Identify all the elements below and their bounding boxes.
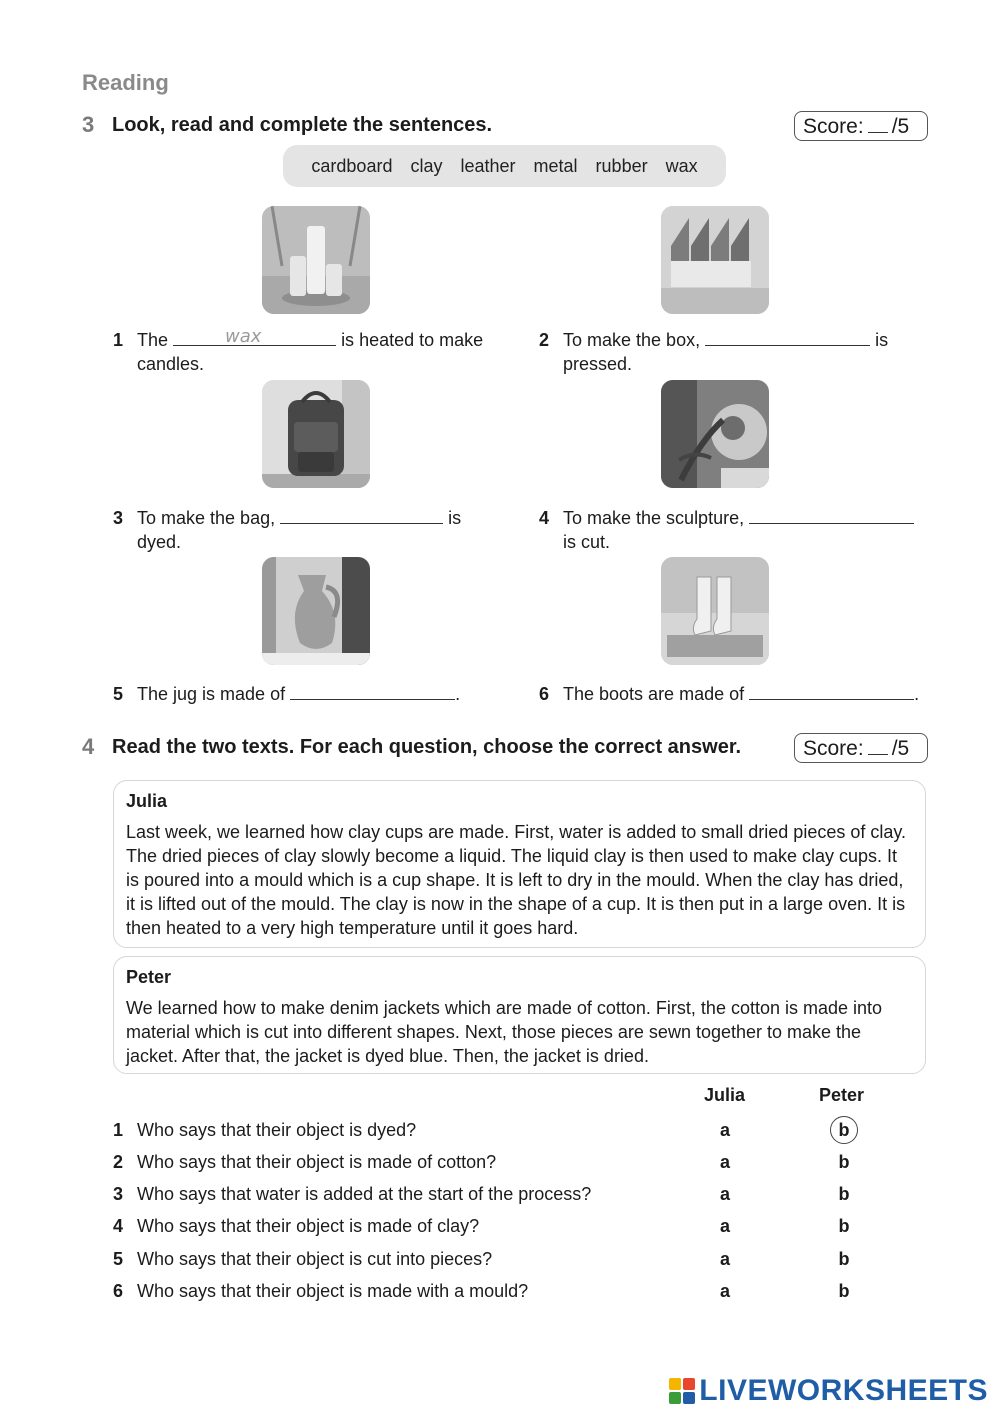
answer-blank-3[interactable] [280, 507, 443, 524]
question-number: 1 [113, 1120, 124, 1140]
rubber-boots-photo-icon [661, 557, 769, 665]
option-a[interactable]: a [719, 1216, 730, 1236]
sentence-text: The [137, 330, 169, 350]
sentence-4 [539, 506, 959, 554]
answer-blank-4[interactable] [749, 507, 914, 524]
column-heading-julia: Julia [704, 1085, 746, 1105]
question-6 [113, 1281, 528, 1302]
logo-square [683, 1378, 695, 1390]
score-total: /5 [891, 737, 910, 760]
word-bank [283, 145, 726, 187]
question-2 [113, 1152, 496, 1173]
text-body: Last week, we learned how clay cups are made. First, water is added to small dried pieces of clay. The dried pieces of clay slowly become a liquid. The liquid clay is then used to make clay cups. It is poured into a mould which is a cup shape. It is left to dry in the mould. When the clay has dried, it is lifted out of the mould. The clay is now in the shape of a cup. It is then put in a large oven. It is then heated to a very high temperature until it goes hard. [126, 822, 907, 938]
question-1 [113, 1120, 416, 1141]
sentence-text: pressed. [563, 354, 633, 374]
score-label: Score: [803, 737, 864, 760]
text-box-julia [113, 780, 926, 948]
sentence-text: To make the box, [563, 330, 701, 350]
sentence-text: To make the sculpture, [563, 508, 745, 528]
sentence-6 [539, 682, 959, 706]
logo-grid-icon [669, 1378, 695, 1404]
sentence-3 [113, 506, 513, 554]
word-bank-item: clay [410, 155, 443, 176]
question-5 [113, 1249, 492, 1270]
text-box-peter [113, 956, 926, 1074]
candles-photo-icon [262, 206, 370, 314]
question-text: Who says that their object is made with a mould? [137, 1281, 529, 1301]
leather-bag-photo-icon [262, 380, 370, 488]
score-blank [868, 114, 888, 133]
sentence-number: 1 [113, 330, 124, 350]
exercise-3-number: 3 [82, 112, 95, 137]
word-bank-item: rubber [595, 155, 648, 176]
section-heading: Reading [82, 70, 169, 95]
sentence-text: The jug is made of [137, 684, 286, 704]
sentence-text: The boots are made of [563, 684, 745, 704]
logo-square [669, 1378, 681, 1390]
question-text: Who says that water is added at the start of the process? [137, 1184, 592, 1204]
answer-blank-6[interactable] [749, 683, 914, 700]
sentence-text: dyed. [137, 532, 182, 552]
word-bank-item: metal [533, 155, 578, 176]
option-a[interactable]: a [719, 1281, 730, 1301]
sentence-number: 6 [539, 684, 550, 704]
text-body: We learned how to make denim jackets which are made of cotton. First, the cotton is made into material which is cut into different shapes. Next, those pieces are sewn together to make the jacket. After that, the jacket is dyed blue. Then, the jacket is dried. [126, 998, 883, 1066]
option-a[interactable]: a [719, 1249, 730, 1269]
text-author: Peter [126, 967, 172, 987]
sentence-text: . [455, 684, 461, 704]
score-total: /5 [891, 115, 910, 138]
question-3 [113, 1184, 591, 1205]
logo-text: LIVEWORKSHEETS [699, 1374, 988, 1407]
answer-blank-1[interactable] [173, 326, 336, 347]
text-author: Julia [126, 791, 168, 811]
sentence-text: To make the bag, [137, 508, 276, 528]
word-bank-item: cardboard [311, 155, 393, 176]
question-number: 4 [113, 1216, 124, 1236]
score-blank [868, 736, 888, 755]
sentence-5 [113, 682, 513, 706]
exercise-4-number: 4 [82, 734, 95, 759]
sentence-number: 2 [539, 330, 550, 350]
cardboard-box-photo-icon [661, 206, 769, 314]
option-b[interactable]: b [838, 1216, 850, 1236]
sentence-1 [113, 328, 513, 376]
option-b-selected[interactable]: b [830, 1116, 858, 1144]
sentence-number: 3 [113, 508, 124, 528]
liveworksheets-logo [669, 1374, 988, 1408]
exercise-3-score-box [794, 111, 928, 141]
sentence-number: 4 [539, 508, 550, 528]
exercise-4-title: Read the two texts. For each question, choose the correct answer. [112, 736, 742, 758]
logo-square [669, 1392, 681, 1404]
question-text: Who says that their object is cut into pieces? [137, 1249, 493, 1269]
score-label: Score: [803, 115, 864, 138]
logo-square [683, 1392, 695, 1404]
question-text: Who says that their object is made of cotton? [137, 1152, 497, 1172]
exercise-4-score-box [794, 733, 928, 763]
sentence-text: is [448, 508, 462, 528]
answer-blank-5[interactable] [290, 683, 455, 700]
clay-jug-photo-icon [262, 557, 370, 665]
option-b[interactable]: b [838, 1152, 850, 1172]
column-heading-peter: Peter [819, 1085, 865, 1105]
sentence-2 [539, 328, 939, 376]
sentence-text: is heated to make [341, 330, 484, 350]
sentence-text: candles. [137, 354, 205, 374]
option-b[interactable]: b [838, 1249, 850, 1269]
sentence-number: 5 [113, 684, 124, 704]
metal-sculpture-photo-icon [661, 380, 769, 488]
exercise-3-title: Look, read and complete the sentences. [112, 114, 493, 136]
sentence-text: is cut. [563, 532, 611, 552]
word-bank-item: wax [665, 155, 698, 176]
option-b[interactable]: b [838, 1281, 850, 1301]
option-a[interactable]: a [719, 1184, 730, 1204]
question-number: 3 [113, 1184, 124, 1204]
sentence-text: is [875, 330, 889, 350]
sentence-text: . [914, 684, 920, 704]
question-number: 5 [113, 1249, 124, 1269]
word-bank-item: leather [460, 155, 516, 176]
option-b[interactable]: b [838, 1184, 850, 1204]
question-text: Who says that their object is made of clay? [137, 1216, 480, 1236]
answer-text: wax [225, 326, 262, 347]
option-a[interactable]: a [719, 1120, 730, 1140]
option-a[interactable]: a [719, 1152, 730, 1172]
question-number: 2 [113, 1152, 124, 1172]
question-number: 6 [113, 1281, 124, 1301]
question-4 [113, 1216, 479, 1237]
question-text: Who says that their object is dyed? [137, 1120, 417, 1140]
answer-blank-2[interactable] [705, 329, 870, 346]
